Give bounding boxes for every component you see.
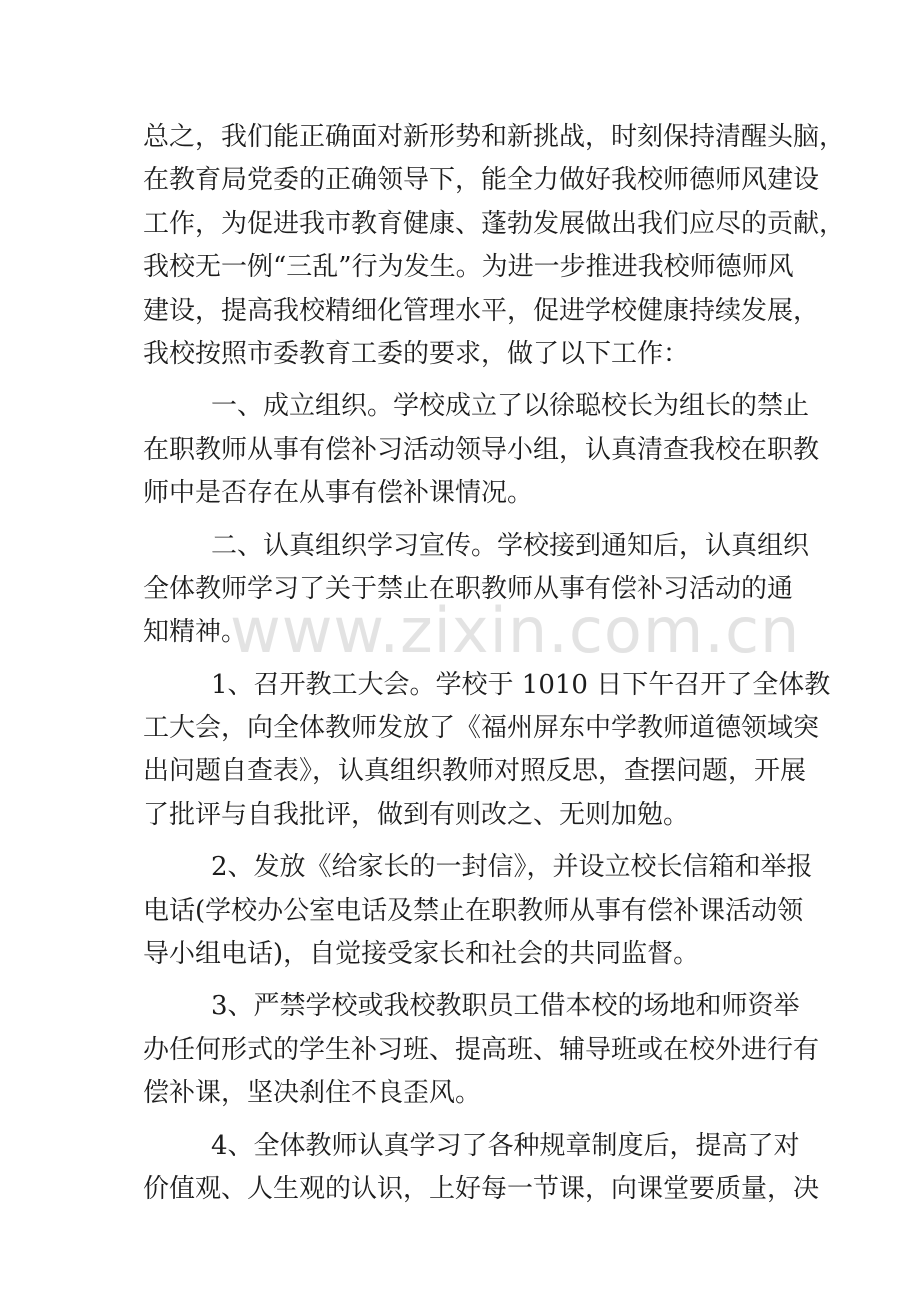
text-line: 工大会，向全体教师发放了《福州屏东中学教师道德领域突 [143,713,820,744]
watermark: www.zixin.com.cn [230,594,801,667]
text-line: 1、召开教工大会。学校于 1010 日下午召开了全体教 [211,669,831,700]
document-body [143,116,846,1211]
text-line: 价值观、人生观的认识，上好每一节课，向课堂要质量，决 [143,1173,820,1204]
text-line: 我校按照市委教育工委的要求，做了以下工作： [143,338,690,369]
paragraph-item-3 [143,985,820,1115]
text-line: 导小组电话)，自觉接受家长和社会的共同监督。 [143,939,700,970]
paragraph-item-1 [143,664,831,838]
text-line: 3、严禁学校或我校教职员工借本校的场地和师资举 [211,991,800,1022]
paragraph-summary [143,116,846,376]
text-line: 办任何形式的学生补习班、提高班、辅导班或在校外进行有 [143,1034,820,1065]
text-line: 总之，我们能正确面对新形势和新挑战，时刻保持清醒头脑， [143,122,846,152]
text-line: 偿补课，坚决刹住不良歪风。 [143,1078,482,1109]
text-line: 师中是否存在从事有偿补课情况。 [143,478,534,509]
text-line: 了批评与自我批评，做到有则改之、无则加勉。 [143,799,690,830]
text-line: 我校无一例“三乱”行为发生。为进一步推进我校师德师风 [143,252,794,283]
text-line: 工作，为促进我市教育健康、蓬勃发展做出我们应尽的贡献， [143,208,846,239]
paragraph-item-4 [143,1125,820,1212]
text-line: 在职教师从事有偿补习活动领导小组，认真清查我校在职教 [143,434,820,465]
text-line: 知精神。 [143,617,248,648]
text-line: 4、全体教师认真学习了各种规章制度后，提高了对 [211,1130,800,1161]
text-line: 二、认真组织学习宣传。学校接到通知后，认真组织 [211,530,810,561]
text-line: 一、成立组织。学校成立了以徐聪校长为组长的禁止 [211,391,810,422]
text-line: 2、发放《给家长的一封信》，并设立校长信箱和举报 [211,852,813,883]
text-line: 出问题自查表》，认真组织教师对照反思，查摆问题，开展 [143,756,807,787]
text-line: 在教育局党委的正确领导下，能全力做好我校师德师风建设 [143,165,820,196]
paragraph-item-2 [143,846,813,976]
paragraph-study-publicity [143,525,810,655]
paragraph-organization [143,385,820,515]
text-line: 全体教师学习了关于禁止在职教师从事有偿补习活动的通 [143,573,794,604]
text-line: 建设，提高我校精细化管理水平，促进学校健康持续发展， [143,295,820,326]
text-line: 电话(学校办公室电话及禁止在职教师从事有偿补课活动领 [143,895,804,926]
